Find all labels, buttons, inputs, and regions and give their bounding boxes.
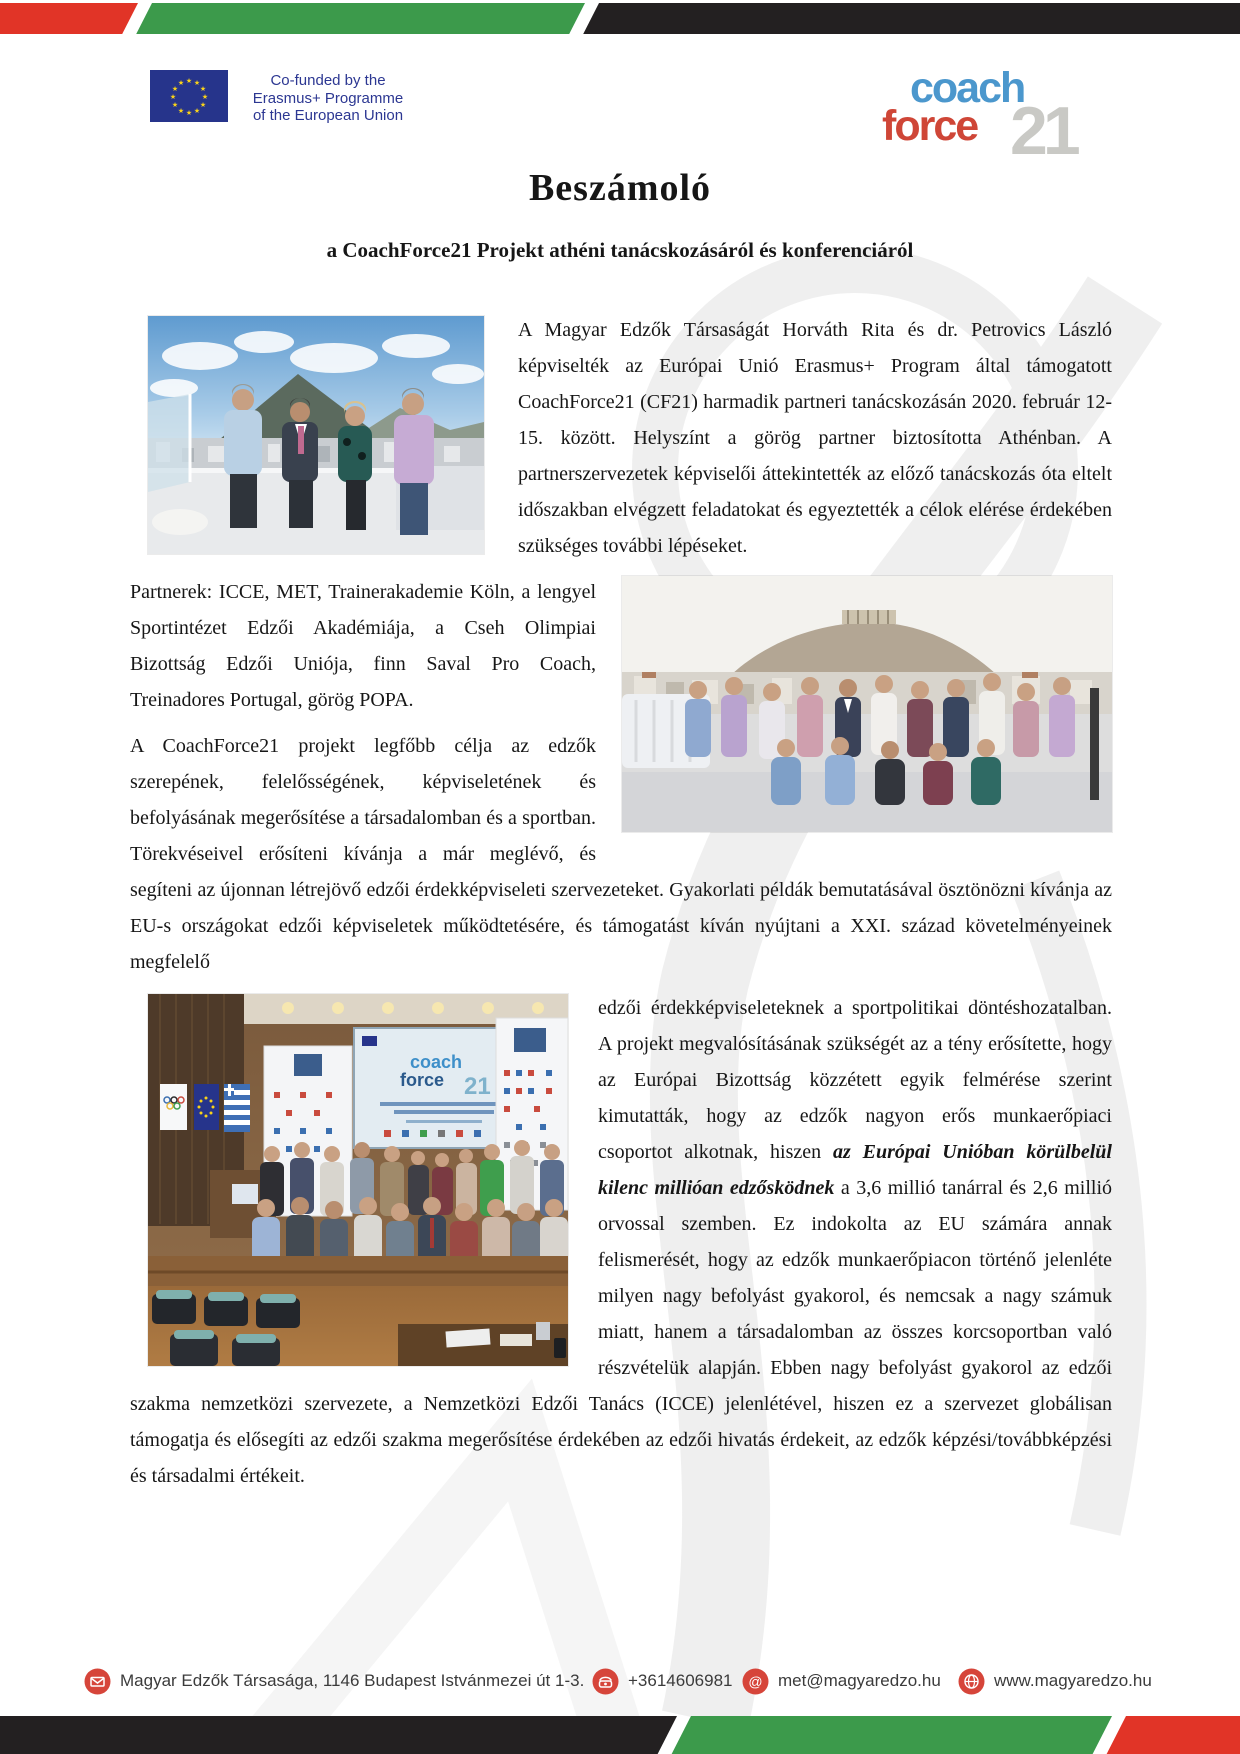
erasmus-logo-text	[240, 70, 416, 125]
phone-icon	[592, 1668, 619, 1695]
top-bar-red-segment	[0, 3, 138, 34]
svg-text:★: ★	[199, 101, 207, 109]
eu-text-line2: Erasmus+ Programme	[252, 89, 404, 107]
svg-text:21: 21	[464, 1073, 491, 1100]
footer-email: met@magyaredzo.hu	[778, 1671, 941, 1690]
footer-address: Magyar Edzők Társasága, 1146 Budapest Istvánmezei út 1-3.	[120, 1671, 585, 1690]
svg-text:★: ★	[185, 109, 193, 117]
section-conference	[130, 990, 1112, 1504]
svg-text:★: ★	[193, 107, 201, 115]
svg-text:★: ★	[185, 77, 193, 85]
bottom-decor-bar	[0, 1716, 1240, 1754]
logo-word-force: force	[882, 102, 978, 150]
svg-text:★: ★	[169, 93, 177, 101]
page-title: Beszámoló	[528, 167, 712, 209]
photo-athens-terrace-group	[148, 316, 484, 554]
envelope-icon	[84, 1668, 111, 1695]
paragraph-eu-survey-text: edzői érdekképviseleteknek a sportpolitikai döntéshozatalban. A projekt megvalósításának szükségét az a tény erősítette, hogy az Európai Bizottság közzétett egyik felmérése szerint kimutatták, hogy az edzők nagyon erős munkaerőpiaci csoportot alkotnak, hiszen	[598, 997, 1112, 1163]
svg-text:★: ★	[171, 101, 179, 109]
bottom-bar-black-segment	[0, 1716, 677, 1754]
footer-phone-group	[592, 1666, 732, 1696]
eu-text-line3: of the European Union	[252, 107, 404, 124]
erasmus-cofunded-logo	[150, 70, 416, 125]
svg-text:★: ★	[177, 107, 185, 115]
svg-text:@: @	[748, 1673, 763, 1689]
footer-contact-bar	[0, 1666, 1240, 1700]
header	[130, 62, 1112, 174]
photo-conference-hall	[148, 994, 568, 1366]
paragraph-partners: Partnerek: ICCE, MET, Trainerakademie Köln, a lengyel Sportintézet Edzői Akadémiája, a Cseh Olimpiai Bizottság Edzői Uniója, finn Saval Pro Coach, Treinadores Portugal, görög POPA.	[130, 581, 596, 711]
paragraph-goals: A CoachForce21 projekt legfőbb célja az edzők szerepének, felelősségének, képviseletének és befolyásának megerősítése a társadalomban és a sportban. Törekvéseivel erősíteni kívánja a már meglévő, és segíteni az újonnan létrejövő edzői érdekképviseleti szervezeteket. Gyakorlati példák bemutatásával ösztönözni kívánja az EU-s országokat edzői képviseletek működtetésére, és támogatást kíván nyújtani a XXI. század követelményeinek megfelelő	[130, 735, 1112, 973]
eu-text-line1: Co-funded by the	[270, 72, 386, 89]
top-bar-green-segment	[136, 3, 585, 34]
paragraph-eu-survey-continuation: a 3,6 millió tanárral és 2,6 millió orvossal szemben. Ez indokolta az EU számára annak felismerését, hogy az edzők munkaerőpiacon történő jelenléte milyen nagy befolyást gyakorol, és nemcsak a nagy számuk miatt, hanem a társadalomban az összes korcsoportban való részvételük alapján. Ebben nagy befolyást gyakorol az edzői szakma nemzetközi szervezete, a Nemzetközi Edzői Tanács (ICCE) jelenlétével, hiszen ez a szervezet globálisan támogatja és elősegíti az edzői szakma megerősítése érdekében az edzői hivatás érdekeit, az edzők képzési/továbbképzési és társadalmi értékeit.	[130, 1177, 1112, 1487]
section-partners-goals	[130, 574, 1112, 990]
bottom-bar-green-segment	[672, 1716, 1112, 1754]
coachforce21-logo	[876, 62, 1086, 174]
footer-website: www.magyaredzo.hu	[994, 1671, 1152, 1690]
document-body	[130, 312, 1112, 1504]
svg-text:coach: coach	[410, 1052, 463, 1072]
svg-text:★: ★	[193, 79, 201, 87]
footer-phone: +3614606981	[628, 1671, 733, 1690]
logo-number-21: 21	[1010, 93, 1076, 169]
footer-email-group	[742, 1666, 941, 1696]
globe-icon	[958, 1668, 985, 1695]
footer-website-group	[958, 1666, 1152, 1696]
bottom-bar-red-segment	[1107, 1716, 1240, 1754]
section-intro	[130, 312, 1112, 574]
page-subtitle: a CoachForce21 Projekt athéni tanácskozásáról és konferenciáról	[326, 238, 914, 262]
top-decor-bar	[0, 3, 1240, 34]
paragraph-intro: A Magyar Edzők Társaságát Horváth Rita és dr. Petrovics László képviselték az Európai Unió Erasmus+ Program által támogatott CoachForce21 (CF21) harmadik partneri tanácskozásán 2020. február 12-15. között. Helyszínt a görög partner biztosította Athénban. A partnerszervezetek képviselői áttekintették az előző tanácskozás óta eltelt időszakban elvégzett feladatokat és egyeztették a célok elérése érdekében szükséges további lépéseket.	[518, 319, 1112, 557]
logo-word-coach: coach	[910, 64, 1025, 112]
svg-text:★: ★	[201, 93, 209, 101]
svg-text:★: ★	[199, 85, 207, 93]
emphasis-nine-million-coaches: az Európai Unióban körülbelül kilenc millióan edzősködnek	[598, 1141, 1112, 1199]
photo-acropolis-group	[622, 576, 1112, 832]
top-bar-black-segment	[583, 3, 1240, 34]
footer-address-group	[84, 1666, 584, 1696]
at-sign-icon	[742, 1668, 769, 1695]
svg-text:★: ★	[177, 79, 185, 87]
eu-flag-icon	[150, 70, 228, 122]
svg-text:★: ★	[171, 85, 179, 93]
svg-text:force: force	[400, 1070, 445, 1090]
paragraph-eu-survey	[130, 990, 1112, 1494]
